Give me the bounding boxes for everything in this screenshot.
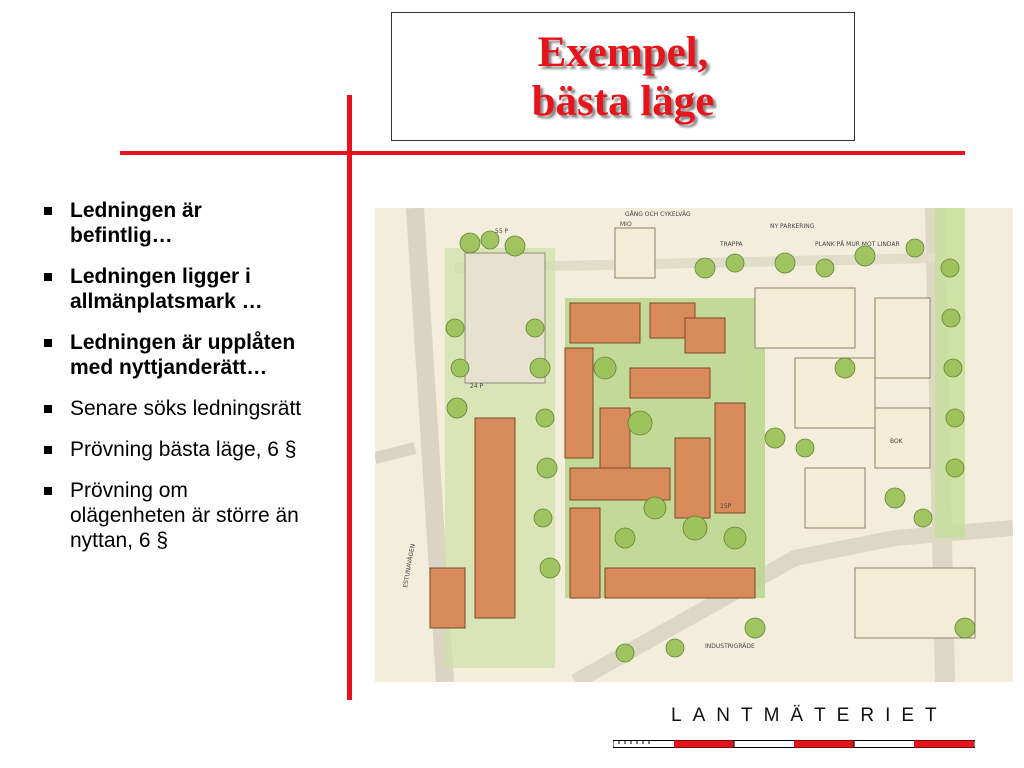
- bullet-square-icon: [44, 446, 52, 454]
- title-line-2: bästa läge: [531, 77, 715, 125]
- bullet-text: Ledningen ligger i allmänplatsmark …: [70, 265, 263, 313]
- red-vertical-rule: [347, 95, 352, 700]
- bullet-square-icon: [44, 273, 52, 281]
- bullet-item: [40, 396, 308, 421]
- title-box: [391, 12, 855, 141]
- map-label-plank: PLANK PÅ MUR MOT LINDAR: [815, 241, 900, 248]
- bullet-text: Prövning om olägenheten är större än nyttan, 6 §: [70, 479, 299, 552]
- bullet-item: [40, 437, 308, 462]
- bullet-text: Ledningen är upplåten med nyttjanderätt…: [70, 331, 296, 379]
- map-label-bok: BOK: [890, 438, 903, 445]
- slide-title: [532, 28, 715, 126]
- map-label-industri: INDUSTRIGRÄDE: [705, 643, 755, 650]
- map-label-p55: 55 P: [495, 228, 509, 235]
- bullet-list: [40, 198, 308, 569]
- title-line-1: Exempel,: [537, 28, 709, 76]
- red-horizontal-rule: [120, 151, 965, 155]
- bullet-item: [40, 330, 308, 380]
- map-label-fot: GÅNG OCH CYKELVÄG: [625, 211, 691, 218]
- map-label-15p: 15P: [720, 503, 732, 510]
- bullet-item: [40, 478, 308, 553]
- bullet-item: [40, 264, 308, 314]
- bullet-text: Ledningen är befintlig…: [70, 199, 202, 247]
- lantmateriet-logo-text: LANTMÄTERIET: [671, 705, 948, 726]
- site-plan-sketch: [375, 208, 1013, 682]
- site-plan-drawing: [375, 208, 1013, 682]
- map-label-parking: NY PARKERING: [770, 223, 815, 230]
- logo-scale-bar: [613, 740, 975, 748]
- bullet-text: Prövning bästa läge, 6 §: [70, 438, 297, 461]
- bullet-square-icon: [44, 487, 52, 495]
- map-label-eskilstuna: ESTUNAVÄGEN: [402, 543, 417, 589]
- bullet-square-icon: [44, 207, 52, 215]
- bullet-item: [40, 198, 308, 248]
- bullet-square-icon: [44, 405, 52, 413]
- map-label-trappa: TRAPPA: [720, 241, 743, 248]
- map-label-mio: MIO: [620, 221, 632, 228]
- bullet-text: Senare söks ledningsrätt: [70, 397, 302, 420]
- map-label-p24: 24 P: [470, 383, 484, 390]
- bullet-square-icon: [44, 339, 52, 347]
